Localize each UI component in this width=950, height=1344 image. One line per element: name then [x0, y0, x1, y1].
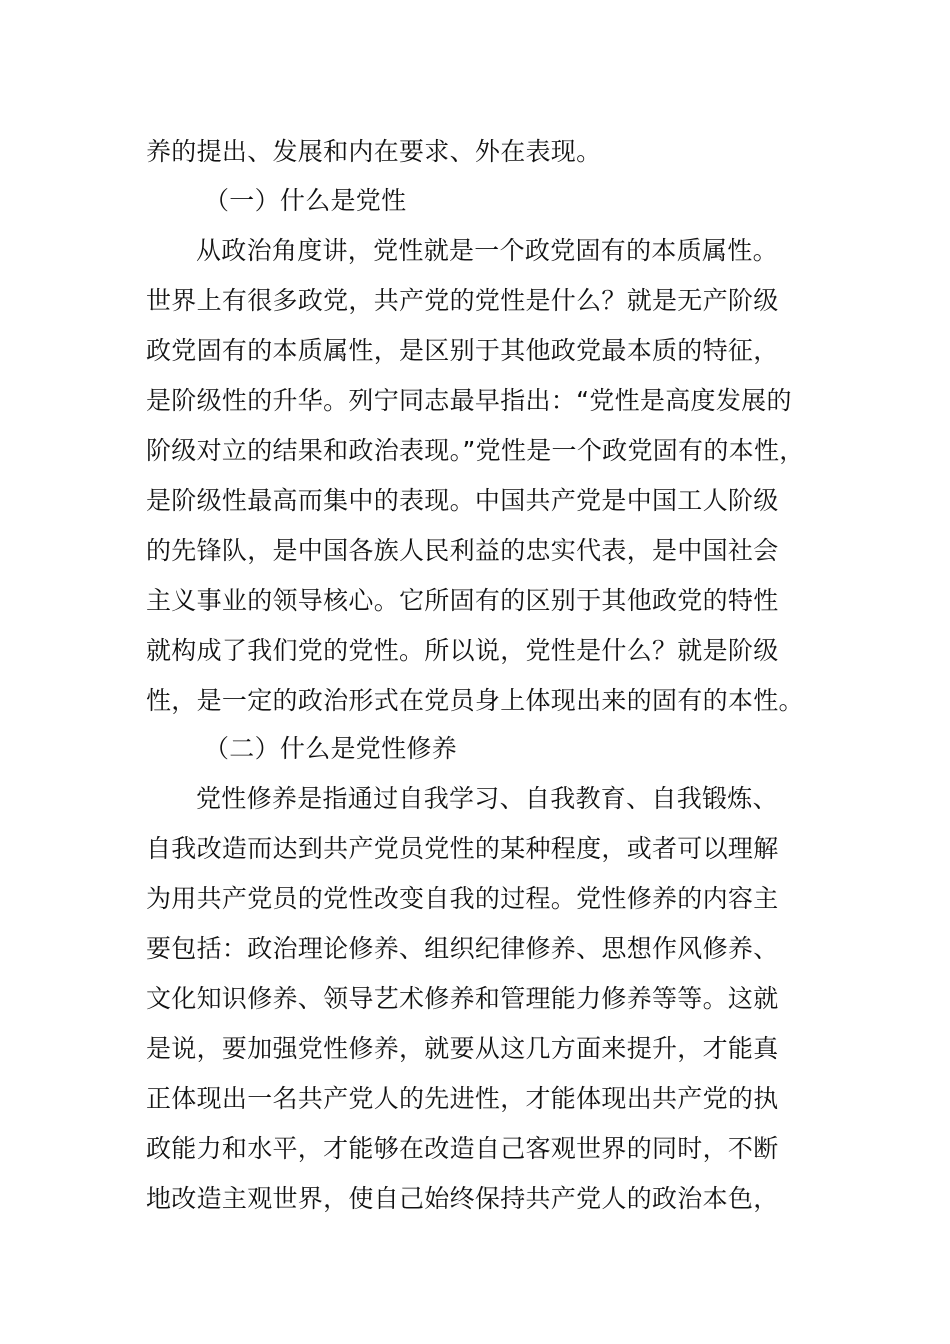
section-heading-1: （一）什么是党性 — [204, 186, 407, 215]
text-line: 主义事业的领导核心。它所固有的区别于其他政党的特性 — [146, 586, 779, 615]
text-line: 阶级对立的结果和政治表现。”党性是一个政党固有的本性， — [146, 436, 805, 465]
text-line: 性，是一定的政治形式在党员身上体现出来的固有的本性。 — [146, 686, 804, 715]
text-line: 地改造主观世界，使自己始终保持共产党人的政治本色， — [146, 1184, 779, 1213]
text-line: 要包括：政治理论修养、组织纪律修养、思想作风修养、 — [146, 934, 779, 963]
paragraph-first-line: 党性修养是指通过自我学习、自我教育、自我锻炼、 — [196, 784, 778, 813]
text-line: 是阶级性最高而集中的表现。中国共产党是中国工人阶级 — [146, 486, 779, 515]
section-heading-2: （二）什么是党性修养 — [204, 734, 458, 763]
text-line: 是阶级性的升华。列宁同志最早指出：“党性是高度发展的 — [146, 386, 792, 415]
text-line: 就构成了我们党的党性。所以说，党性是什么？就是阶级 — [146, 636, 779, 665]
text-line: 政能力和水平，才能够在改造自己客观世界的同时，不断 — [146, 1134, 779, 1163]
text-line: 文化知识修养、领导艺术修养和管理能力修养等等。这就 — [146, 984, 779, 1013]
text-line: 的先锋队，是中国各族人民利益的忠实代表，是中国社会 — [146, 536, 779, 565]
text-line: 是说，要加强党性修养，就要从这几方面来提升，才能真 — [146, 1034, 779, 1063]
text-line: 正体现出一名共产党人的先进性，才能体现出共产党的执 — [146, 1084, 779, 1113]
text-line: 世界上有很多政党，共产党的党性是什么？就是无产阶级 — [146, 286, 779, 315]
text-line: 自我改造而达到共产党员党性的某种程度，或者可以理解 — [146, 834, 779, 863]
text-line: 政党固有的本质属性，是区别于其他政党最本质的特征， — [146, 336, 779, 365]
text-line: 养的提出、发展和内在要求、外在表现。 — [146, 137, 602, 166]
text-line: 为用共产党员的党性改变自我的过程。党性修养的内容主 — [146, 884, 779, 913]
paragraph-first-line: 从政治角度讲，党性就是一个政党固有的本质属性。 — [196, 236, 778, 265]
